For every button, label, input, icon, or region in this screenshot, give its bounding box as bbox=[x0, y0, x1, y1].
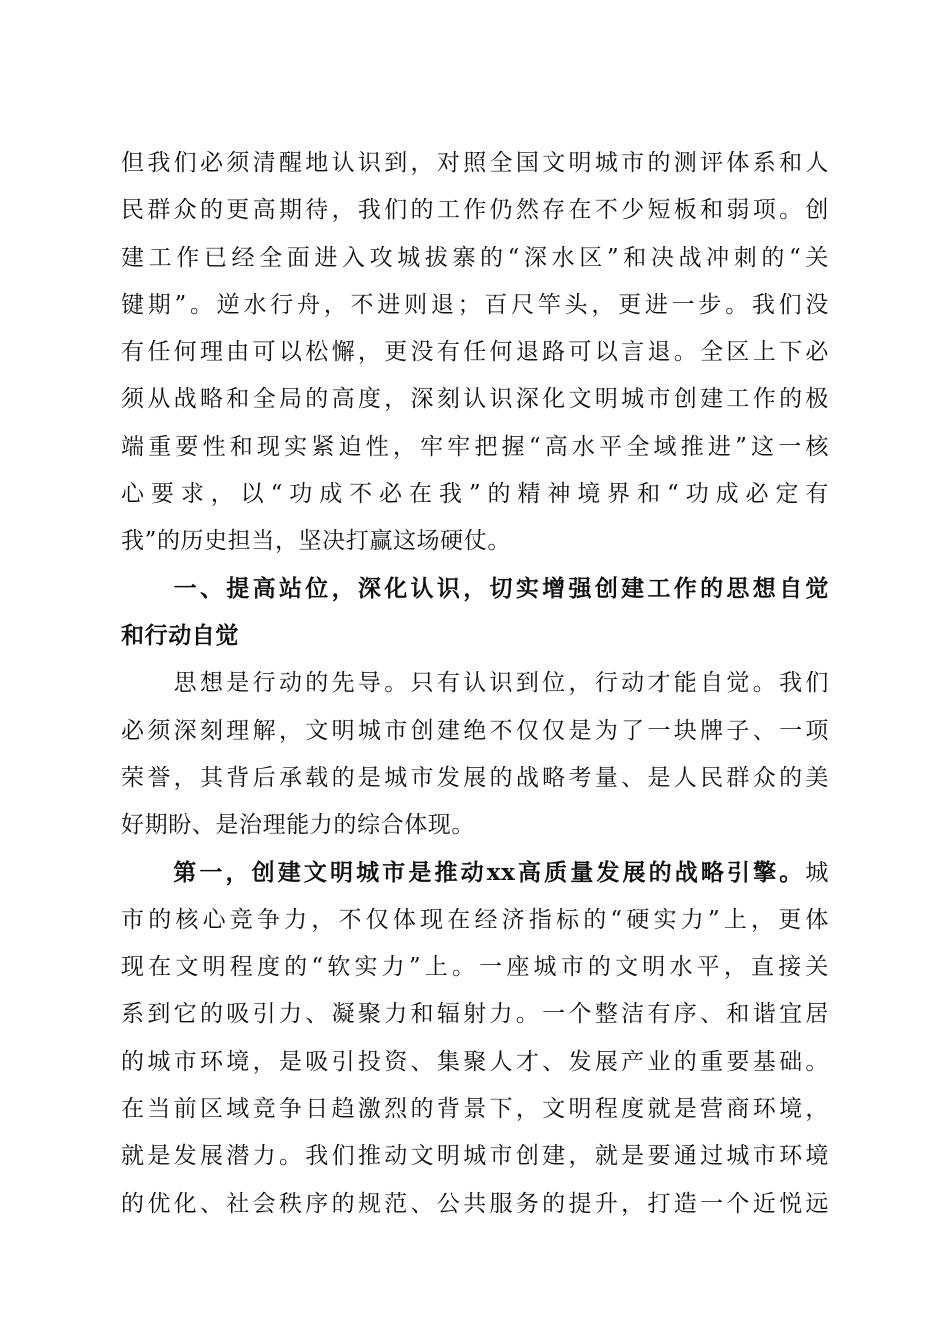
text-line: 的优化、社会秩序的规范、公共服务的提升，打造一个近悦远 bbox=[121, 1190, 829, 1217]
paragraph-first-point bbox=[121, 849, 829, 1227]
heading-line: 和行动自觉 bbox=[121, 622, 239, 649]
text-line bbox=[121, 849, 829, 896]
text-line: 荣誉，其背后承载的是城市发展的战略考量、是人民群众的美 bbox=[121, 764, 829, 791]
text-line: 市的核心竞争力，不仅体现在经济指标的“硬实力”上，更体 bbox=[121, 906, 829, 933]
text-line: 好期盼、是治理能力的综合体现。 bbox=[121, 812, 475, 839]
paragraph-intro bbox=[121, 140, 829, 566]
text-line: 必须深刻理解，文明城市创建绝不仅仅是为了一块牌子、一项 bbox=[121, 717, 829, 744]
text-line: 有任何理由可以松懈，更没有任何退路可以言退。全区上下必 bbox=[121, 339, 829, 366]
text-line: 心要求，以“功成不必在我”的精神境界和“功成必定有 bbox=[121, 481, 829, 508]
text-line: 思想是行动的先导。只有认识到位，行动才能自觉。我们 bbox=[121, 670, 829, 697]
text-line: 须从战略和全局的高度，深刻认识深化文明城市创建工作的极 bbox=[121, 386, 829, 413]
document-page bbox=[121, 140, 829, 1228]
text-line: 键期”。逆水行舟，不进则退；百尺竿头，更进一步。我们没 bbox=[121, 291, 829, 318]
point-lead: 第一，创建文明城市是推动xx高质量发展的战略引擎。 bbox=[121, 859, 806, 887]
text-line: 端重要性和现实紧迫性，牢牢把握“高水平全域推进”这一核 bbox=[121, 433, 829, 460]
text-line: 系到它的吸引力、凝聚力和辐射力。一个整洁有序、和谐宜居 bbox=[121, 1001, 829, 1028]
section-heading bbox=[121, 566, 829, 661]
paragraph-thought bbox=[121, 660, 829, 849]
text-line: 的城市环境，是吸引投资、集聚人才、发展产业的重要基础。 bbox=[121, 1048, 829, 1075]
text-line: 现在文明程度的“软实力”上。一座城市的文明水平，直接关 bbox=[121, 954, 829, 981]
text-line: 建工作已经全面进入攻城拔寨的“深水区”和决战冲刺的“关 bbox=[121, 244, 829, 271]
text-line: 民群众的更高期待，我们的工作仍然存在不少短板和弱项。创 bbox=[121, 197, 829, 224]
heading-line: 一、提高站位，深化认识，切实增强创建工作的思想自觉 bbox=[121, 575, 829, 602]
text-line: 在当前区域竞争日趋激烈的背景下，文明程度就是营商环境， bbox=[121, 1095, 829, 1122]
text-line: 但我们必须清醒地认识到，对照全国文明城市的测评体系和人 bbox=[121, 150, 829, 176]
text-line: 就是发展潜力。我们推动文明城市创建，就是要通过城市环境 bbox=[121, 1143, 829, 1170]
point-continuation: 城 bbox=[805, 860, 829, 887]
text-line: 我”的历史担当，坚决打赢这场硬仗。 bbox=[121, 528, 511, 555]
